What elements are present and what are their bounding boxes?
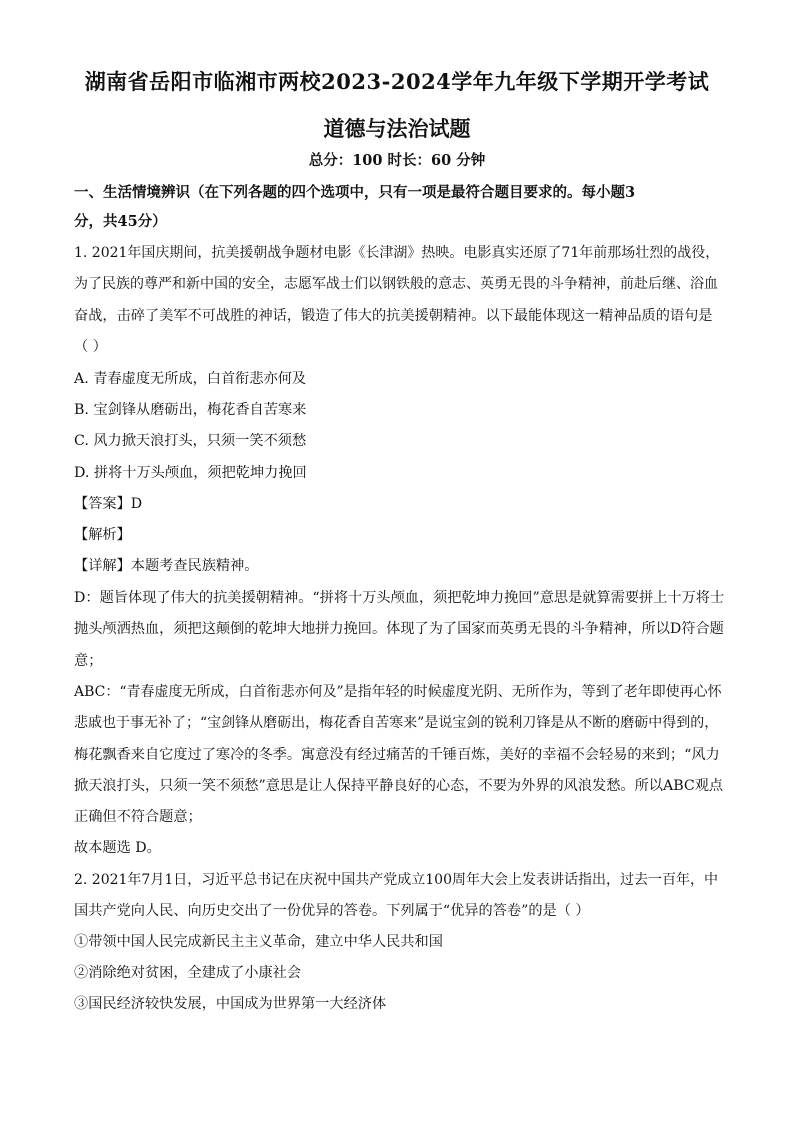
exam-subject: 道德与法治试题 xyxy=(323,116,471,141)
q1-explanation-line: 抛头颅洒热血，须把这颠倒的乾坤大地拼力挽回。体现了为了国家而英勇无畏的斗争精神，所以D符合题 xyxy=(74,621,724,637)
q1-stem-line: 为了民族的尊严和新中国的安全，志愿军战士们以钢铁般的意志、英勇无畏的斗争精神，前赴后继、浴血 xyxy=(74,276,718,292)
q2-item-2: ②消除绝对贫困，全建成了小康社会 xyxy=(74,965,302,981)
q2-item-3: ③国民经济较快发展，中国成为世界第一大经济体 xyxy=(74,996,387,1012)
q2-stem-line: 2. 2021年7月1日，习近平总书记在庆祝中国共产党成立100周年大会上发表讲话指出，过去一百年，中 xyxy=(74,872,718,888)
q1-analysis-label: 【解析】 xyxy=(74,527,131,543)
q1-option-c: C. 风力掀天浪打头，只须一笑不须愁 xyxy=(74,433,307,449)
q1-answer: 【答案】D xyxy=(74,496,143,512)
q1-option-d: D. 拼将十万头颅血，须把乾坤力挽回 xyxy=(74,465,307,481)
q1-option-a: A. 青春虚度无所成，白首衔悲亦何及 xyxy=(74,371,307,387)
q1-explanation-line: 正确但不符合题意； xyxy=(74,809,202,825)
q1-explanation-line: D：题旨体现了伟大的抗美援朝精神。“拼将十万头颅血，须把乾坤力挽回”意思是就算需要拼上十万将士 xyxy=(74,590,725,606)
q1-stem-line: 1. 2021年国庆期间，抗美援朝战争题材电影《长津湖》热映。电影真实还原了71年前那场壮烈的战役， xyxy=(74,245,720,261)
q1-explanation-line: ABC：“青春虚度无所成，白首衔悲亦何及”是指年轻的时候虚度光阴、无所作为，等到了老年即使再心怀 xyxy=(74,684,722,700)
section-heading-cont: 分，共45分） xyxy=(74,213,167,230)
q1-explanation-line: 掀天浪打头，只须一笑不须愁”意思是让人保持平静良好的心态，不要为外界的风浪发愁。所以ABC观点 xyxy=(74,778,724,794)
q1-explanation-line: 意； xyxy=(74,653,103,669)
q2-item-1: ①带领中国人民完成新民主主义革命，建立中华人民共和国 xyxy=(74,934,443,950)
q1-explanation-line: 悲戚也于事无补了；“宝剑锋从磨砺出，梅花香自苦寒来”是说宝剑的锐利刀锋是从不断的磨砺中得到的， xyxy=(74,715,719,731)
q1-answer-blank: （ ） xyxy=(74,339,107,355)
section-heading: 一、生活情境辨识（在下列各题的四个选项中，只有一项是最符合题目要求的。每小题3 xyxy=(74,184,636,201)
q1-explanation-line: 梅花飘香来自它度过了寒冷的冬季。寓意没有经过痛苦的千锤百炼，美好的幸福不会轻易的来到；“风力 xyxy=(74,747,720,763)
q1-option-b: B. 宝剑锋从磨砺出，梅花香自苦寒来 xyxy=(74,402,307,418)
exam-title: 湖南省岳阳市临湘市两校2023-2024学年九年级下学期开学考试 xyxy=(84,69,710,94)
exam-meta: 总分：100 时长：60 分钟 xyxy=(308,152,486,169)
q1-conclusion: 故本题选 D。 xyxy=(74,840,161,856)
q1-stem-line: 奋战，击碎了美军不可战胜的神话，锻造了伟大的抗美援朝精神。以下最能体现这一精神品质的语句是 xyxy=(74,308,713,324)
q1-detail: 【详解】本题考查民族精神。 xyxy=(74,558,259,574)
q2-stem-line: 国共产党向人民、向历史交出了一份优异的答卷。下列属于“优异的答卷”的是（ ） xyxy=(74,903,590,919)
